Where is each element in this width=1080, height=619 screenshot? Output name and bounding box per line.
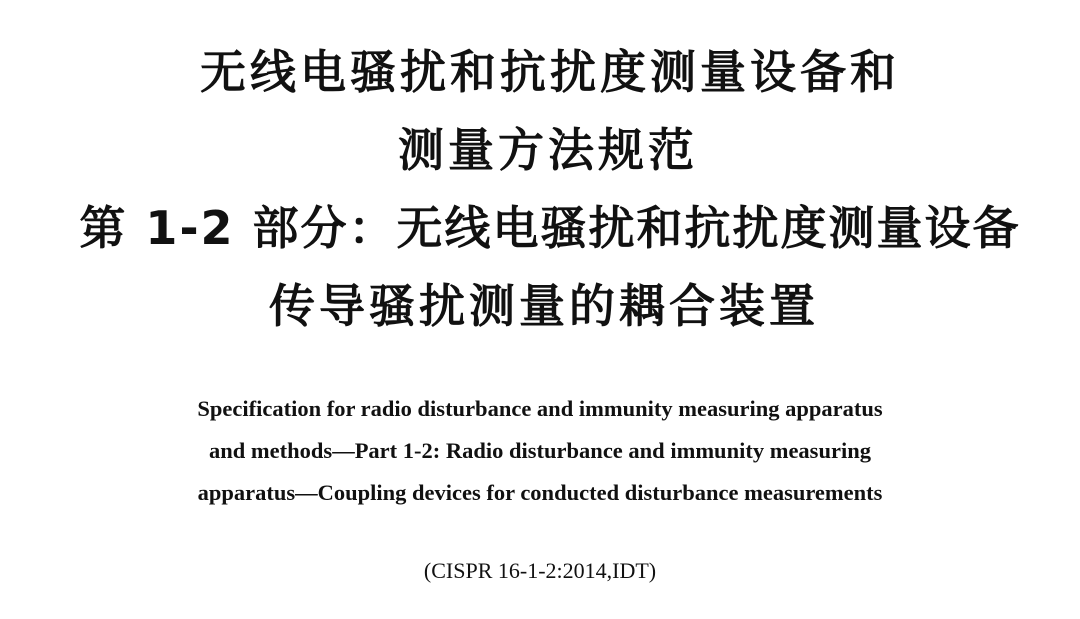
chinese-title-line-1: 无线电骚扰和抗扰度测量设备和 [200, 45, 900, 99]
standard-reference: (CISPR 16-1-2:2014,IDT) [423, 558, 657, 583]
english-title-line-3: apparatus—Coupling devices for conducted disturbance measurements [197, 480, 883, 505]
english-title [0, 388, 1080, 514]
chinese-title-line-2: 测量方法规范 [398, 123, 698, 177]
chinese-title-line-3: 第 1-2 部分：无线电骚扰和抗扰度测量设备 [79, 201, 1021, 255]
english-title-line-1: Specification for radio disturbance and immunity measuring apparatus [197, 396, 883, 421]
english-title-line-2: and methods—Part 1-2: Radio disturbance and immunity measuring [209, 438, 871, 463]
chinese-title-line-4: 传导骚扰测量的耦合装置 [269, 279, 819, 333]
